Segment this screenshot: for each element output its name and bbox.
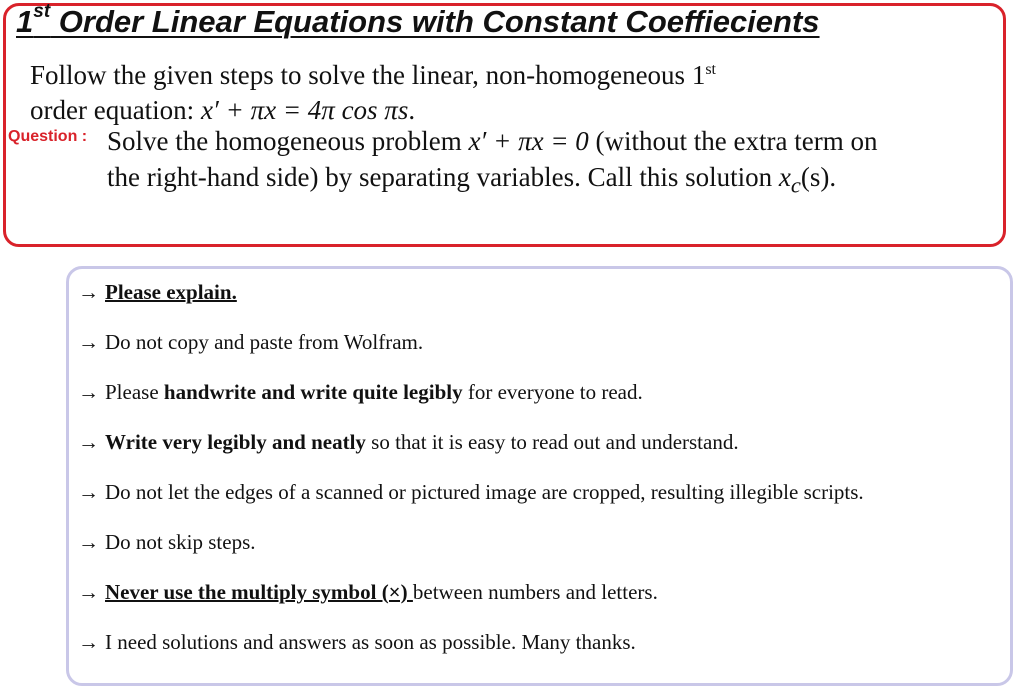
note-text: Do not copy and paste from Wolfram.	[105, 330, 424, 354]
list-item	[78, 628, 864, 678]
note-bold: Write very legibly and neatly	[105, 430, 366, 454]
question-part-2: (without the extra term on the right-hand side) by separating variables. Call this solution	[107, 126, 878, 192]
intro-period: .	[408, 95, 416, 125]
arrow-icon: →	[78, 280, 99, 304]
title-ordinal: 1	[16, 4, 34, 39]
note-bold-underline: Never use the multiply symbol (×)	[105, 580, 413, 604]
list-item	[78, 528, 864, 578]
question-text	[107, 123, 907, 203]
title-superscript: st	[33, 0, 51, 22]
intro-line-1: Follow the given steps to solve the linear, non-homogeneous 1	[30, 60, 706, 90]
list-item	[78, 278, 864, 328]
question-equation: x′ + πx = 0	[468, 126, 589, 156]
note-text: Do not skip steps.	[105, 530, 256, 554]
note-prefix: Please	[105, 380, 164, 404]
note-bold-underline: Please explain.	[105, 280, 237, 304]
arrow-icon: →	[78, 630, 99, 654]
note-suffix: between numbers and letters.	[412, 580, 658, 604]
notes-list	[78, 278, 864, 678]
note-text: I need solutions and answers as soon as possible. Many thanks.	[105, 630, 636, 654]
intro-line-2: order equation:	[30, 95, 201, 125]
arrow-icon: →	[78, 530, 99, 554]
intro-equation: x′ + πx = 4π cos πs	[200, 95, 409, 125]
page-title	[16, 0, 820, 40]
intro-text	[30, 52, 970, 128]
solution-argument: (s)	[800, 162, 830, 192]
solution-var-subscript: c	[790, 172, 801, 198]
title-text: Order Linear Equations with Constant Coeffiecients	[50, 4, 820, 39]
note-suffix: for everyone to read.	[462, 380, 643, 404]
solution-variable	[778, 162, 801, 198]
arrow-icon: →	[78, 580, 99, 604]
solution-var-x: x	[778, 162, 791, 192]
list-item	[78, 578, 864, 628]
arrow-icon: →	[78, 430, 99, 454]
list-item	[78, 478, 864, 528]
list-item	[78, 428, 864, 478]
list-item	[78, 328, 864, 378]
question-part-1: Solve the homogeneous problem	[107, 126, 469, 156]
question-end-period: .	[829, 162, 837, 192]
arrow-icon: →	[78, 480, 99, 504]
note-suffix: so that it is easy to read out and understand.	[365, 430, 739, 454]
list-item	[78, 378, 864, 428]
question-label: Question :	[8, 128, 88, 145]
arrow-icon: →	[78, 330, 99, 354]
note-text: Do not let the edges of a scanned or pictured image are cropped, resulting illegible scripts.	[105, 480, 864, 504]
arrow-icon: →	[78, 380, 99, 404]
intro-superscript: st	[705, 61, 716, 78]
note-bold: handwrite and write quite legibly	[163, 380, 463, 404]
